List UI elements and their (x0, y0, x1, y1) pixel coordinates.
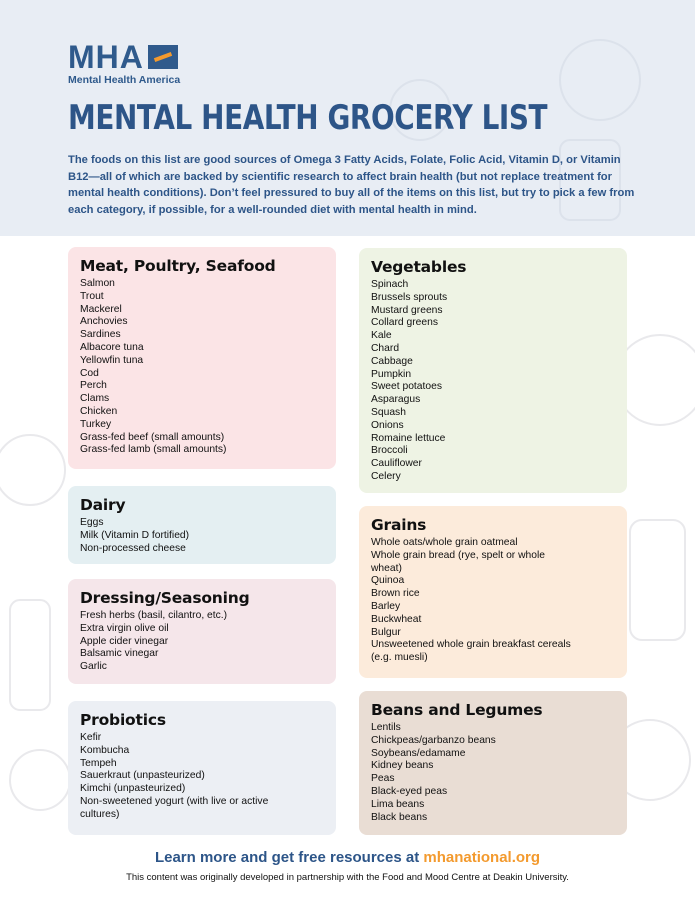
list-item: Black beans (371, 811, 428, 823)
item-list (371, 279, 615, 484)
list-item: Non-sweetened yogurt (with live or active (80, 795, 269, 807)
list-item: Black-eyed peas (371, 785, 448, 797)
mha-logo (68, 39, 181, 86)
list-item: Spinach (371, 279, 409, 290)
item-list (80, 517, 324, 555)
page-title: MENTAL HEALTH GROCERY LIST (68, 98, 548, 138)
list-item: Turkey (80, 418, 112, 430)
category-title: Beans and Legumes (371, 701, 543, 719)
category-probiotics (68, 701, 336, 835)
list-item: Brussels sprouts (371, 291, 448, 303)
list-item: Brown rice (371, 588, 420, 600)
footer-cta-text: Learn more and get free resources at (154, 849, 424, 866)
category-grains (359, 506, 627, 678)
list-item: Fresh herbs (basil, cilantro, etc.) (80, 610, 228, 621)
category-dairy (68, 486, 336, 564)
list-item: Barley (371, 600, 401, 612)
list-item: Balsamic vinegar (80, 648, 159, 660)
item-list (371, 722, 615, 824)
footer-cta (0, 849, 695, 866)
category-vegetables (359, 248, 627, 493)
item-list (371, 537, 615, 665)
list-item: Chard (371, 342, 400, 354)
list-item: Kimchi (unpasteurized) (80, 783, 186, 795)
logo-subtitle: Mental Health America (68, 74, 181, 86)
intro-paragraph: The foods on this list are good sources of Omega 3 Fatty Acids, Folate, Folic Acid, Vitamin D, or Vitamin B12—all of which are backed by scientific research to affect brain health (but not replace treatment for mental health conditions). Don’t feel pressured to buy all of the items on this list, but try to pick a few from each category, if possible, for a well-rounded diet with mental health in mind. (68, 154, 635, 216)
list-item: Clams (80, 393, 110, 405)
list-item: Sardines (80, 329, 121, 341)
list-item: Mackerel (80, 303, 122, 315)
list-item: Kefir (80, 732, 102, 743)
list-item: Whole oats/whole grain oatmeal (371, 537, 518, 548)
item-list (80, 610, 324, 674)
list-item: Sweet potatoes (371, 381, 442, 393)
list-item: cultures) (80, 808, 120, 820)
category-meat-poultry-seafood (68, 247, 336, 469)
list-item: Trout (80, 290, 104, 302)
category-title: Meat, Poultry, Seafood (80, 257, 276, 275)
list-item: Eggs (80, 517, 104, 528)
list-item: Peas (371, 773, 395, 785)
footer-credit-note: This content was originally developed in partnership with the Food and Mood Centre at Deakin University. (126, 872, 569, 883)
list-item: Lentils (371, 722, 401, 733)
list-item: Yellowfin tuna (80, 354, 144, 366)
list-item: Broccoli (371, 445, 408, 457)
list-item: Mustard greens (371, 304, 443, 316)
list-item: Buckwheat (371, 613, 422, 625)
list-item: Kale (371, 330, 392, 342)
list-item: (e.g. muesli) (371, 652, 428, 664)
logo-mark-text: MHA (68, 39, 144, 75)
category-title: Probiotics (80, 711, 166, 729)
list-item: Cod (80, 367, 99, 379)
list-item: Perch (80, 380, 107, 392)
list-item: Onions (371, 419, 404, 431)
list-item: Tempeh (80, 757, 117, 769)
list-item: Albacore tuna (80, 341, 144, 353)
list-item: Pumpkin (371, 368, 412, 380)
list-item: Cabbage (371, 355, 413, 367)
item-list (80, 278, 324, 457)
list-item: Collard greens (371, 317, 438, 329)
category-dressing-seasoning (68, 579, 336, 684)
logo-arrow-icon (148, 45, 178, 69)
list-item: Non-processed cheese (80, 542, 186, 554)
list-item: Milk (Vitamin D fortified) (80, 529, 190, 541)
list-item: Celery (371, 470, 401, 482)
list-item: Chicken (80, 405, 118, 417)
list-item: Kombucha (80, 744, 130, 756)
list-item: Anchovies (80, 316, 128, 328)
list-item: Grass-fed lamb (small amounts) (80, 444, 227, 456)
list-item: Sauerkraut (unpasteurized) (80, 770, 205, 782)
list-item: Grass-fed beef (small amounts) (80, 431, 225, 443)
list-item: Squash (371, 406, 406, 418)
category-title: Dairy (80, 496, 126, 514)
list-item: Quinoa (371, 575, 405, 587)
list-item: Extra virgin olive oil (80, 622, 169, 634)
list-item: Lima beans (371, 798, 425, 810)
list-item: Romaine lettuce (371, 432, 446, 444)
category-title: Grains (371, 516, 427, 534)
list-item: Bulgur (371, 626, 401, 638)
list-item: Chickpeas/garbanzo beans (371, 734, 496, 746)
category-beans-legumes (359, 691, 627, 835)
list-item: Cauliflower (371, 458, 422, 470)
website-link[interactable]: mhanational.org (423, 849, 541, 866)
list-item: Garlic (80, 661, 107, 673)
list-item: Kidney beans (371, 760, 434, 772)
category-title: Dressing/Seasoning (80, 589, 250, 607)
list-item: Apple cider vinegar (80, 635, 169, 647)
category-title: Vegetables (371, 258, 467, 276)
list-item: Asparagus (371, 394, 421, 406)
list-item: Salmon (80, 278, 115, 289)
item-list (80, 732, 324, 822)
list-item: Unsweetened whole grain breakfast cereals (371, 639, 571, 651)
list-item: Soybeans/edamame (371, 747, 466, 759)
list-item: Whole grain bread (rye, spelt or whole (371, 549, 545, 561)
list-item: wheat) (371, 562, 402, 574)
